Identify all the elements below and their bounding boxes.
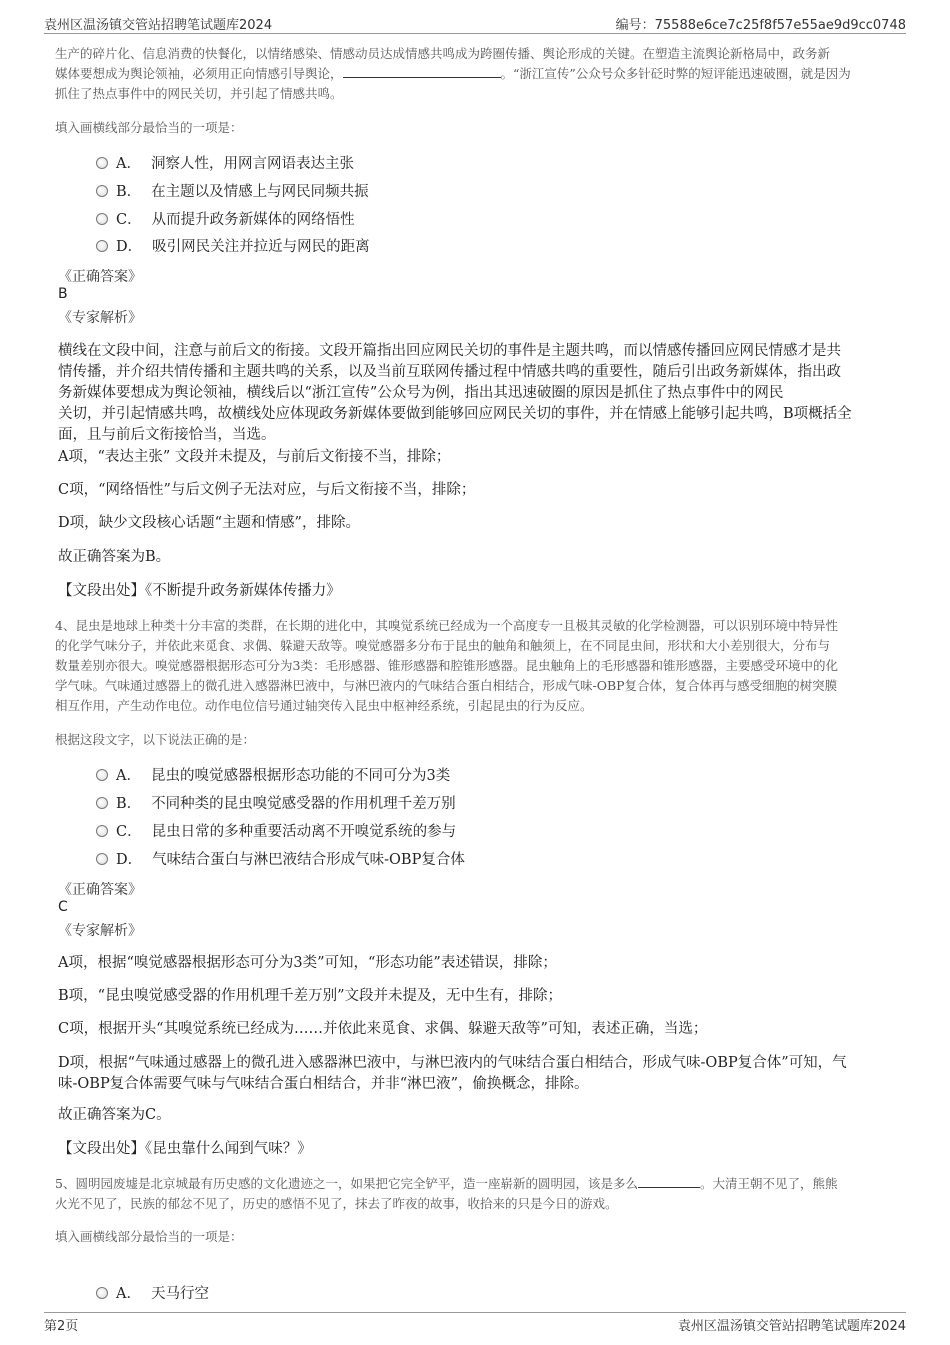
q3-analysis-label: 《专家解析》 xyxy=(58,310,142,326)
q3-analysis-option-a: A项，“表达主张” 文段并未提及，与前后文衔接不当，排除； xyxy=(58,449,451,465)
q4-analysis-option-b: B项，“昆虫嗅觉感受器的作用机理千差万别”文段并未提及，无中生有，排除； xyxy=(58,988,562,1004)
q4-conclusion: 故正确答案为C。 xyxy=(58,1107,171,1123)
q4-prompt: 根据这段文字，以下说法正确的是： xyxy=(55,732,256,747)
q3-option-b-radio[interactable] xyxy=(96,185,108,197)
q4-analysis-option-a: A项，根据“嗅觉感器根据形态可分为3类”可知，“形态功能”表述错误，排除； xyxy=(58,955,557,971)
q3-passage xyxy=(55,44,905,104)
page-footer xyxy=(44,1312,906,1334)
q5-passage xyxy=(55,1174,905,1214)
q3-analysis-option-c: C项，“网络悟性”与后文例子无法对应，与后文衔接不当，排除； xyxy=(58,482,476,498)
q3-option-a[interactable]: A． 洞察人性，用网言网语表达主张 xyxy=(96,153,354,175)
q4-passage xyxy=(55,616,905,716)
q4-analysis-option-d: D项，根据“气味通过感器上的微孔进入感器淋巴液中，与淋巴液内的气味结合蛋白相结合，形成气味-OBP复合体”可知，气 味-OBP复合体需要气味与气味结合蛋白相结合，并非“淋巴液”，偷换概念，排除。 xyxy=(58,1055,847,1092)
q3-option-c-radio[interactable] xyxy=(96,213,108,225)
q3-option-b[interactable]: B． 在主题以及情感上与网民同频共振 xyxy=(96,181,369,203)
q4-passage-line: 数量差别亦很大。嗅觉感器根据形态可分为3类：毛形感器、锥形感器和腔锥形感器。昆虫触角上的毛形感器和锥形感器，主要感受环境中的化 xyxy=(55,658,838,673)
q3-option-d[interactable]: D． 吸引网民关注并拉近与网民的距离 xyxy=(96,236,370,258)
q3-prompt: 填入画横线部分最恰当的一项是： xyxy=(55,120,243,135)
q3-answer-label: 《正确答案》 xyxy=(58,269,142,285)
header-serial-number: 编号：75588e6ce7c25f8f57e55ae9d9cc0748 xyxy=(615,18,906,33)
q4-passage-line: 的化学气味分子，并依此来觅食、求偶、躲避天敌等。嗅觉感器多分布于昆虫的触角和触须上，在不同昆虫间，形状和大小差别很大，分布与 xyxy=(55,638,831,653)
q4-option-a[interactable]: A． 昆虫的嗅觉感器根据形态功能的不同可分为3类 xyxy=(96,765,450,787)
q3-conclusion: 故正确答案为B。 xyxy=(58,549,171,565)
q3-fill-blank xyxy=(343,64,501,78)
q5-fill-blank xyxy=(638,1174,700,1188)
q4-option-a-radio[interactable] xyxy=(96,769,108,781)
footer-title: 袁州区温汤镇交管站招聘笔试题库2024 xyxy=(677,1319,906,1334)
q3-analysis-line: 情传播，并介绍共情传播和主题共鸣的关系，以及当前互联网传播过程中情感共鸣的重要性，随后引出政务新媒体，指出政 xyxy=(58,364,841,380)
header-title: 袁州区温汤镇交管站招聘笔试题库2024 xyxy=(44,18,273,33)
q4-passage-line: 相互作用，产生动作电位。动作电位信号通过轴突传入昆虫中枢神经系统，引起昆虫的行为反应。 xyxy=(55,698,593,713)
q4-option-c[interactable]: C． 昆虫日常的多种重要活动离不开嗅觉系统的参与 xyxy=(96,821,456,843)
q3-option-d-radio[interactable] xyxy=(96,240,108,252)
q4-passage-line: 学气味。气味通过感器上的微孔进入感器淋巴液中，与淋巴液内的气味结合蛋白相结合，形成气味-OBP复合体，复合体再与感受细胞的树突膜 xyxy=(55,678,838,693)
q3-passage-line-1: 生产的碎片化、信息消费的快餐化，以情绪感染、情感动员达成情感共鸣成为跨圈传播、舆论形成的关键。在塑造主流舆论新格局中，政务新 xyxy=(55,46,831,61)
q3-option-c[interactable]: C． 从而提升政务新媒体的网络悟性 xyxy=(96,209,355,231)
q5-option-a-radio[interactable] xyxy=(96,1287,108,1299)
q3-analysis xyxy=(58,341,908,446)
q3-analysis-line: 横线在文段中间，注意与前后文的衔接。文段开篇指出回应网民关切的事件是主题共鸣，而以情感传播回应网民情感才是共 xyxy=(58,343,841,359)
q3-analysis-line: 关切，并引起情感共鸣，故横线处应体现政务新媒体要做到能够回应网民关切的事件，并在情感上能够引起共鸣，B项概括全 xyxy=(58,406,852,422)
q4-option-d[interactable]: D． 气味结合蛋白与淋巴液结合形成气味-OBP复合体 xyxy=(96,849,465,871)
q4-option-c-radio[interactable] xyxy=(96,825,108,837)
page-header xyxy=(44,12,906,34)
q5-passage-line-1: 5、圆明园废墟是北京城最有历史感的文化遗迹之一，如果把它完全铲平，造一座崭新的圆明园，该是多么 。大清王朝不见了，熊熊 xyxy=(55,1176,838,1191)
q3-passage-line-3: 抓住了热点事件中的网民关切，并引起了情感共鸣。 xyxy=(55,86,343,101)
q3-answer: B xyxy=(58,286,68,302)
q4-option-b[interactable]: B． 不同种类的昆虫嗅觉感受器的作用机理千差万别 xyxy=(96,793,456,815)
q4-option-d-radio[interactable] xyxy=(96,853,108,865)
q3-source: 【文段出处】《不断提升政务新媒体传播力》 xyxy=(58,583,341,599)
q4-analysis-label: 《专家解析》 xyxy=(58,923,142,939)
page-number: 第2页 xyxy=(44,1319,79,1334)
q3-passage-line-2: 媒体要想成为舆论领袖，必须用正向情感引导舆论， 。“浙江宣传”公众号众多针砭时弊的短评能迅速破圈，就是因为 xyxy=(55,66,851,81)
q3-analysis-line: 面，且与前后文衔接恰当，当选。 xyxy=(58,427,276,443)
q4-answer: C xyxy=(58,899,68,915)
q4-source: 【文段出处】《昆虫靠什么闻到气味？》 xyxy=(58,1141,312,1157)
q4-answer-label: 《正确答案》 xyxy=(58,882,142,898)
q3-analysis-line: 务新媒体要想成为舆论领袖，横线后以“浙江宣传”公众号为例，指出其迅速破圈的原因是抓住了热点事件中的网民 xyxy=(58,385,784,401)
q3-option-a-radio[interactable] xyxy=(96,157,108,169)
q5-option-a[interactable]: A． 天马行空 xyxy=(96,1283,209,1305)
q5-passage-line-2: 火光不见了，民族的郁忿不见了，历史的感悟不见了，抹去了昨夜的故事，收拾来的只是今日的游戏。 xyxy=(55,1196,618,1211)
q4-analysis-option-c: C项，根据开头“其嗅觉系统已经成为……并依此来觅食、求偶、躲避天敌等”可知，表述正确，当选； xyxy=(58,1021,708,1037)
q4-option-b-radio[interactable] xyxy=(96,797,108,809)
q3-analysis-option-d: D项，缺少文段核心话题“主题和情感”，排除。 xyxy=(58,515,360,531)
q4-passage-line: 4、昆虫是地球上种类十分丰富的类群，在长期的进化中，其嗅觉系统已经成为一个高度专一且极其灵敏的化学检测器，可以识别环境中特异性 xyxy=(55,618,838,633)
q5-prompt: 填入画横线部分最恰当的一项是： xyxy=(55,1229,243,1244)
